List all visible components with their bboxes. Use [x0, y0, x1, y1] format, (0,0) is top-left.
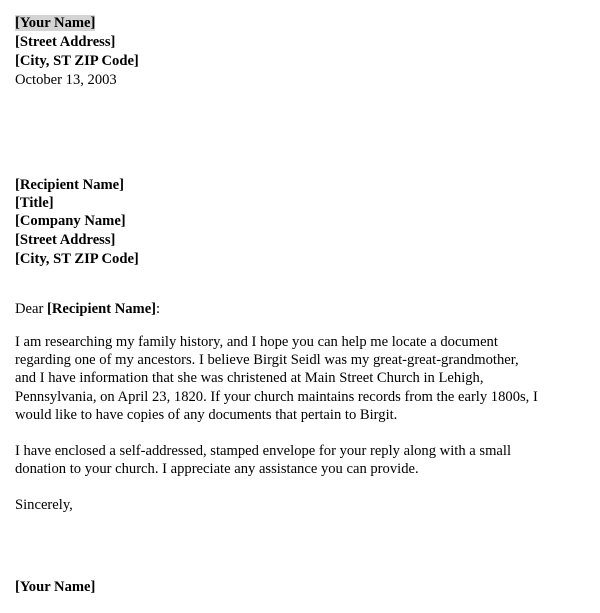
- recipient-name: [Recipient Name]: [15, 177, 125, 193]
- paragraph-line: regarding one of my ancestors. I believe Birgit Seidl was my great-great-grandmother,: [15, 352, 519, 369]
- closing: Sincerely,: [15, 497, 73, 513]
- salutation: [15, 300, 160, 318]
- sender-name: [15, 14, 95, 32]
- salutation-suffix: :: [156, 301, 161, 317]
- salutation-prefix: Dear: [15, 301, 48, 317]
- letter-date: October 13, 2003: [15, 72, 117, 88]
- paragraph-line: would like to have copies of any documents that pertain to Birgit.: [15, 406, 398, 423]
- sender-street: [Street Address]: [15, 34, 116, 50]
- paragraph-line: and I have information that she was christened at Main Street Church in Lehigh,: [15, 370, 484, 387]
- recipient-city: [City, ST ZIP Code]: [15, 251, 139, 267]
- signature-name: [Your Name]: [15, 579, 96, 595]
- paragraph-line: I have enclosed a self-addressed, stamped envelope for your reply along with a small: [15, 443, 512, 459]
- recipient-title: [Title]: [15, 195, 54, 211]
- recipient-company: [Company Name]: [15, 213, 126, 229]
- paragraph-line: Pennsylvania, on April 23, 1820. If your church maintains records from the early 1800s, I: [15, 388, 538, 405]
- paragraph-line: I am researching my family history, and I hope you can help me locate a document: [15, 334, 498, 350]
- recipient-street: [Street Address]: [15, 232, 116, 248]
- sender-name-text: [Your Name]: [15, 15, 96, 31]
- salutation-name: [Recipient Name]: [47, 301, 157, 317]
- sender-city: [City, ST ZIP Code]: [15, 53, 139, 69]
- body-paragraph-2: [15, 442, 595, 478]
- paragraph-line: donation to your church. I appreciate any assistance you can provide.: [15, 461, 419, 478]
- body-paragraph-1: [15, 333, 595, 424]
